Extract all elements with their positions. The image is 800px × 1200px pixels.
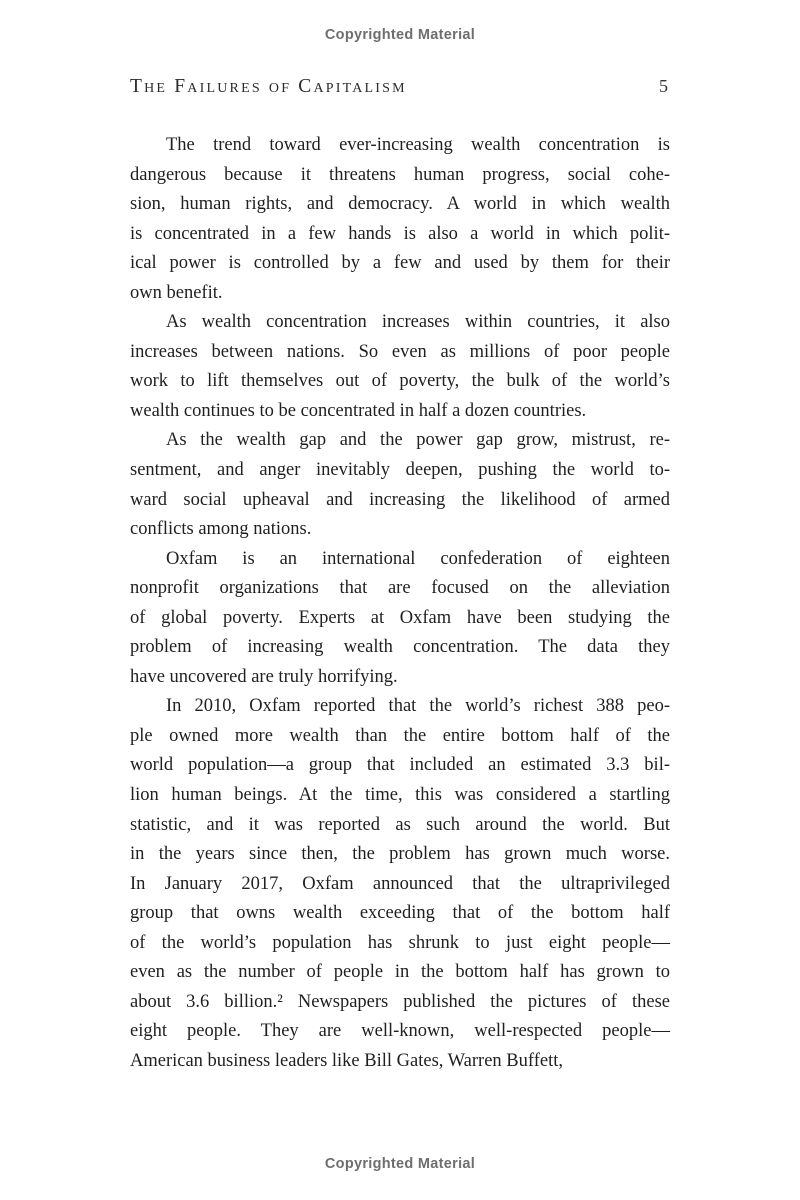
body-line: problem of increasing wealth concentration. The data they	[130, 637, 670, 658]
paragraph	[130, 692, 670, 1076]
paragraph	[130, 426, 670, 544]
body-line: group that owns wealth exceeding that of the bottom half	[130, 903, 670, 924]
body-line: sentment, and anger inevitably deepen, pushing the world to-	[130, 460, 670, 481]
body-line: sion, human rights, and democracy. A world in which wealth	[130, 194, 670, 215]
body-line: As wealth concentration increases within countries, it also	[166, 312, 670, 333]
page-number: 5	[659, 76, 668, 96]
body-line: conflicts among nations.	[130, 519, 312, 540]
body-line: lion human beings. At the time, this was considered a startling	[130, 785, 670, 806]
body-line: of global poverty. Experts at Oxfam have been studying the	[130, 607, 670, 628]
copyright-notice-top: Copyrighted Material	[324, 27, 476, 43]
body-line: The trend toward ever-increasing wealth concentration is	[166, 135, 670, 155]
body-line: ward social upheaval and increasing the likelihood of armed	[130, 489, 670, 510]
body-line: American business leaders like Bill Gates, Warren Buffett,	[130, 1050, 563, 1071]
body-line: own benefit.	[130, 282, 223, 303]
body-line: As the wealth gap and the power gap grow, mistrust, re-	[166, 430, 670, 451]
body-line: in the years since then, the problem has grown much worse.	[130, 844, 670, 865]
body-line: Oxfam is an international confederation of eighteen	[166, 548, 670, 569]
paragraph	[130, 131, 670, 308]
running-head: The Failures of Capitalism	[130, 76, 407, 97]
body-line: ple owned more wealth than the entire bottom half of the	[130, 725, 670, 746]
body-line: eight people. They are well-known, well-respected people—	[130, 1021, 670, 1042]
body-line: is concentrated in a few hands is also a world in which polit-	[130, 223, 670, 244]
body-line: nonprofit organizations that are focused on the alleviation	[130, 578, 670, 599]
body-line: ical power is controlled by a few and used by them for their	[130, 253, 670, 274]
body-line: dangerous because it threatens human progress, social cohe-	[130, 164, 670, 185]
body-line: increases between nations. So even as millions of poor people	[130, 341, 670, 362]
body-line: even as the number of people in the bottom half has grown to	[130, 962, 670, 983]
copyright-notice-bottom: Copyrighted Material	[324, 1156, 476, 1172]
body-line: about 3.6 billion.² Newspapers published the pictures of these	[130, 991, 670, 1012]
body-line: work to lift themselves out of poverty, the bulk of the world’s	[130, 371, 670, 392]
body-line: of the world’s population has shrunk to just eight people—	[130, 932, 670, 953]
body-line: statistic, and it was reported as such around the world. But	[130, 814, 670, 835]
body-line: wealth continues to be concentrated in half a dozen countries.	[130, 400, 587, 421]
paragraph	[130, 545, 670, 693]
body-line: In January 2017, Oxfam announced that the ultraprivileged	[130, 873, 670, 894]
body-line: world population—a group that included an estimated 3.3 bil-	[130, 755, 670, 776]
body-line: In 2010, Oxfam reported that the world’s richest 388 peo-	[166, 696, 670, 717]
body-text	[130, 131, 670, 1077]
body-line: have uncovered are truly horrifying.	[130, 666, 398, 687]
paragraph	[130, 308, 670, 426]
page-header	[130, 76, 668, 98]
